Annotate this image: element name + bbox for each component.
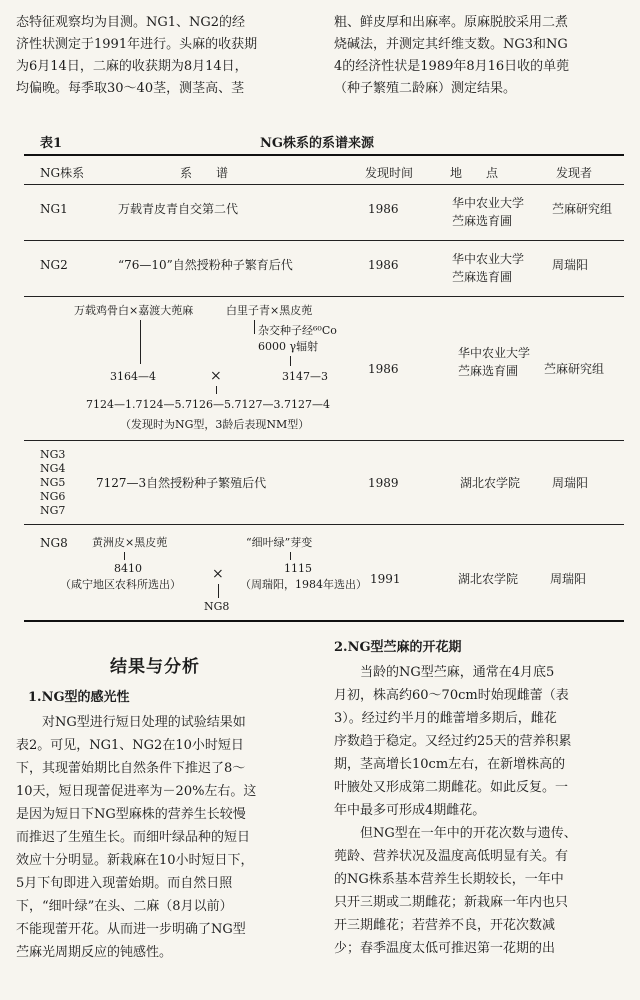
row1-pedigree: 万载青皮青自交第二代	[118, 202, 239, 216]
text-line: 烧碱法，并测定其纤维支数。NG3和NG	[334, 37, 568, 52]
row2-place-b: 苎麻选育圃	[452, 270, 513, 284]
row3-line-a: 3164—4	[110, 370, 156, 383]
row-divider	[24, 524, 624, 525]
subsection-heading: 1.NG型的感光性	[28, 690, 130, 705]
text-line: 表2。可见，NG1、NG2在10小时短日	[16, 738, 244, 753]
text-line: 为6月14日，二麻的收获期为8月14日，	[16, 59, 248, 74]
text-line: 是因为短日下NG型麻株的营养生长较慢	[16, 807, 246, 822]
pedigree-line	[290, 356, 291, 366]
row3-year: 1986	[368, 362, 399, 376]
text-line: 只开三期或二期雌花；新栽麻一年内也只	[334, 895, 569, 910]
row3-irradiation-a: 杂交种子经⁶⁰Co	[258, 324, 337, 337]
table-title: NG株系的系谱来源	[260, 136, 374, 151]
row-divider	[24, 440, 624, 441]
text-line: 年中最多可形成4期雌花。	[334, 803, 486, 818]
text-line: 4的经济性状是1989年8月16日收的单蔸	[334, 59, 570, 74]
pedigree-line	[140, 320, 141, 364]
row5-place: 湖北农学院	[458, 572, 519, 586]
row1-place-b: 苎麻选育圃	[452, 214, 513, 228]
text-line: 3）。经过约半月的雌蕾增多期后，雌花	[334, 711, 557, 726]
row5-code-a: 8410	[114, 562, 142, 575]
pedigree-line	[254, 320, 255, 334]
header-finder: 发现者	[556, 166, 593, 180]
text-line: 10天，短日现蕾促进率为－20%左右。这	[16, 784, 257, 799]
row2-place-a: 华中农业大学	[452, 252, 525, 266]
row2-pedigree: “76—10”自然授粉种子繁育后代	[118, 258, 293, 272]
row4-place: 湖北农学院	[460, 476, 521, 490]
row1-year: 1986	[368, 202, 399, 216]
text-line: 效应十分明显。新栽麻在10小时短日下，	[16, 853, 254, 868]
row3-irradiation-b: 6000 γ辐射	[258, 340, 319, 353]
row3-parents-left: 万载鸡骨白×嘉渡大蔸麻	[74, 304, 194, 317]
text-line: 当龄的NG型苎麻，通常在4月底5	[360, 665, 555, 680]
text-line: （种子繁殖二龄麻）测定结果。	[334, 81, 517, 96]
row5-result: NG8	[204, 600, 230, 613]
top-left-column	[16, 12, 308, 100]
text-line: 下，其现蕾始期比自然条件下推迟了8～	[16, 761, 246, 776]
table-number: 表1	[40, 136, 63, 151]
table-top-rule	[24, 154, 624, 156]
row4-id: NG4	[40, 462, 66, 475]
row4-finder: 周瑞阳	[552, 476, 589, 490]
row4-pedigree: 7127—3自然授粉种子繁殖后代	[96, 476, 267, 490]
text-line: 苎麻光周期反应的钝感性。	[16, 945, 173, 960]
text-line: 的NG株系基本营养生长期较长，一年中	[334, 872, 564, 887]
text-line: 期，茎高增长10cm左右，在新增株高的	[334, 757, 566, 772]
row3-line-b: 3147—3	[282, 370, 328, 383]
row4-id: NG6	[40, 490, 66, 503]
row1-place-a: 华中农业大学	[452, 196, 525, 210]
row5-parents: 黄洲皮×黑皮蔸	[92, 536, 168, 549]
text-line: 5月下旬即进入现蕾始期。而自然日照	[16, 876, 233, 891]
text-line: 序数趋于稳定。又经过约25天的营养积累	[334, 734, 572, 749]
row4-id: NG7	[40, 504, 66, 517]
table-bottom-rule	[24, 620, 624, 622]
text-line: 对NG型进行短日处理的试验结果如	[42, 715, 246, 730]
row1-id: NG1	[40, 202, 68, 216]
row5-src-b: （周瑞阳，1984年选出）	[240, 578, 367, 591]
pedigree-line	[218, 584, 219, 598]
text-line: 开三期雌花；若营养不良，开花次数减	[334, 918, 556, 933]
row5-year: 1991	[370, 572, 401, 586]
text-line: 月初，株高约60～70cm时始现雌蕾（表	[334, 688, 569, 703]
text-line: 济性状测定于1991年进行。头麻的收获期	[16, 37, 258, 52]
row2-id: NG2	[40, 258, 68, 272]
row5-id: NG8	[40, 536, 68, 550]
row2-year: 1986	[368, 258, 399, 272]
top-right-column	[334, 12, 626, 100]
text-line: 少；春季温度太低可推迟第一花期的出	[334, 941, 556, 956]
lower-right-column	[334, 636, 626, 960]
row5-src-a: （咸宁地区农科所选出）	[60, 578, 181, 591]
row5-mutant: “细叶绿”芽变	[246, 536, 313, 549]
row4-id: NG3	[40, 448, 66, 461]
text-line: 态特征观察均为目测。NG1、NG2的经	[16, 15, 246, 30]
pedigree-line	[124, 552, 125, 560]
row5-finder: 周瑞阳	[550, 572, 587, 586]
subsection-heading: 2.NG型苎麻的开花期	[334, 640, 462, 655]
text-line: 下，“细叶绿”在头、二麻（8月以前）	[16, 899, 233, 914]
header-strain: NG株系	[40, 166, 85, 180]
text-line: 而推迟了生殖生长。而细叶绿品种的短日	[16, 830, 251, 845]
row4-id: NG5	[40, 476, 66, 489]
row2-finder: 周瑞阳	[552, 258, 589, 272]
row3-note: （发现时为NG型，3龄后表现NM型）	[120, 418, 310, 431]
row3-parents-right: 白里子青×黑皮蔸	[226, 304, 313, 317]
text-line: 均偏晚。每季取30～40茎，测茎高、茎	[16, 81, 245, 96]
text-line: 蔸龄、营养状况及温度高低明显有关。有	[334, 849, 569, 864]
lower-left-column	[16, 686, 316, 964]
pedigree-line	[290, 552, 291, 560]
row4-year: 1989	[368, 476, 399, 490]
row-divider	[24, 296, 624, 297]
text-line: 但NG型在一年中的开花次数与遗传、	[360, 826, 577, 841]
header-year: 发现时间	[365, 166, 414, 180]
text-line: 不能现蕾开花。从而进一步明确了NG型	[16, 922, 246, 937]
cross-mark: ×	[210, 368, 222, 384]
pedigree-line	[216, 386, 217, 394]
section-title: 结果与分析	[110, 657, 200, 677]
row3-place-a: 华中农业大学	[458, 346, 531, 360]
row3-progeny: 7124—1.7124—5.7126—5.7127—3.7127—4	[86, 398, 330, 411]
row3-finder: 苎麻研究组	[544, 362, 605, 376]
table-caption	[40, 130, 600, 152]
row1-finder: 苎麻研究组	[552, 202, 613, 216]
header-pedigree: 系 谱	[180, 166, 229, 180]
table-header-rule	[24, 184, 624, 185]
header-place: 地 点	[450, 166, 499, 180]
text-line: 粗、鲜皮厚和出麻率。原麻脱胶采用二煮	[334, 15, 569, 30]
cross-mark: ×	[212, 566, 224, 582]
text-line: 叶腋处又形成第二期雌花。如此反复。一	[334, 780, 569, 795]
row3-place-b: 苎麻选育圃	[458, 364, 519, 378]
row-divider	[24, 240, 624, 241]
row5-code-b: 1115	[284, 562, 312, 575]
